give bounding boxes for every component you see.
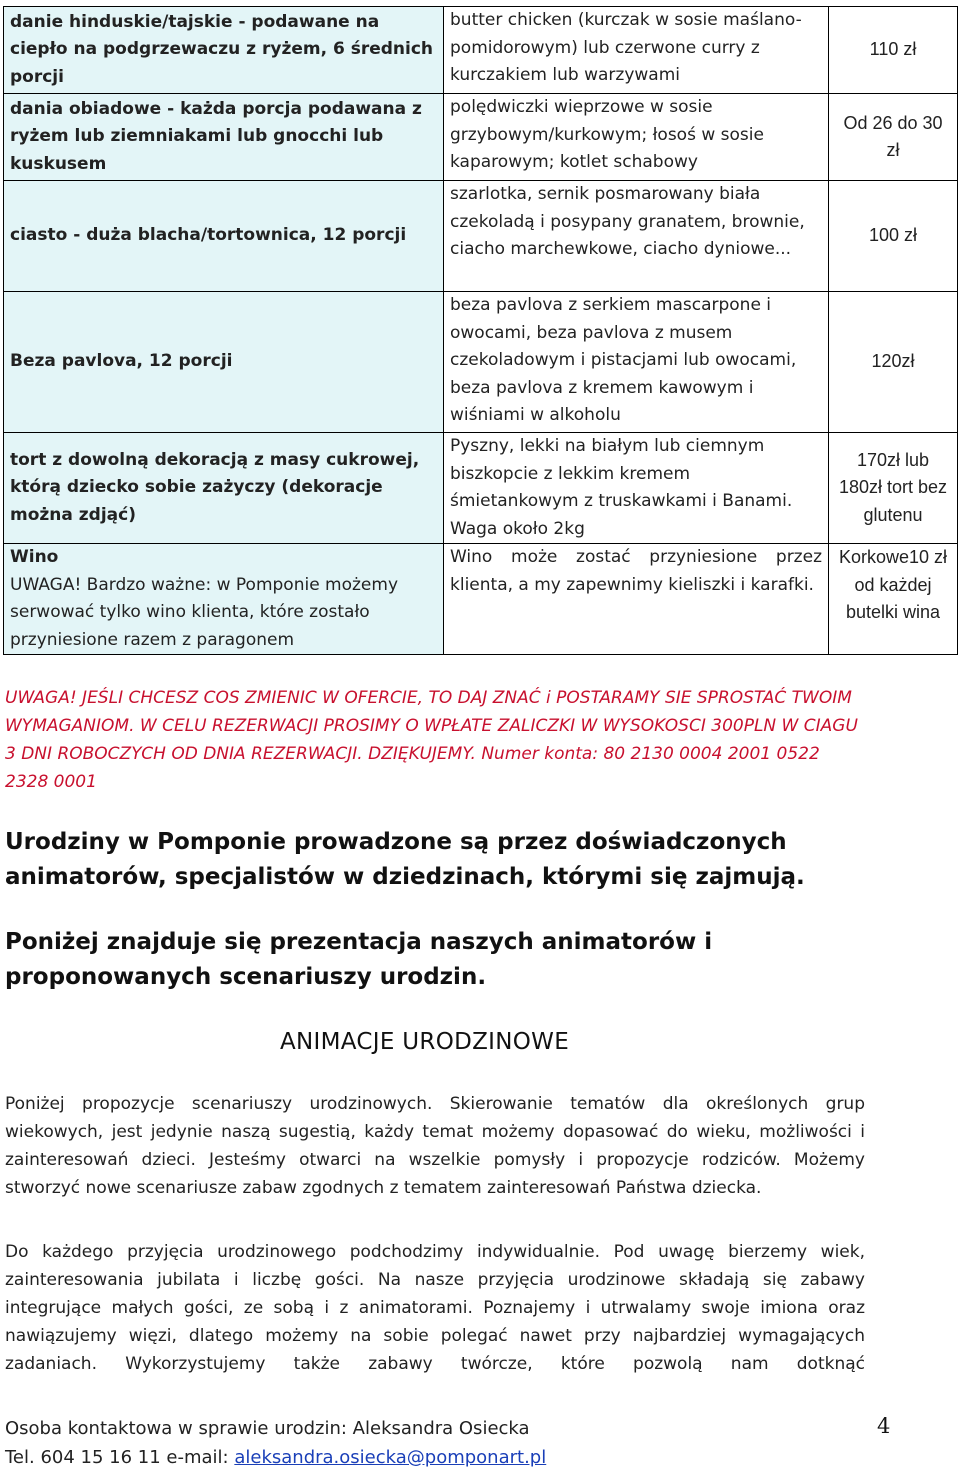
menu-item-price: Od 26 do 30 zł	[829, 94, 958, 181]
wine-label: Wino	[10, 547, 59, 567]
menu-item-price: 120zł	[829, 292, 958, 433]
lead-animators: Urodziny w Pomponie prowadzone są przez doświadczonych animatorów, specjalistów w dziedzinach, którymi się zajmują.	[5, 829, 805, 890]
menu-item-description: beza pavlova z serkiem mascarpone i owocami, beza pavlova z musem czekoladowym i pistacjami lub owocami, beza pavlova z kremem kawowym i wiśniami w alkoholu	[444, 292, 829, 433]
menu-item-price: 170zł lub 180zł tort bez glutenu	[829, 433, 958, 544]
menu-item-name: dania obiadowe - każda porcja podawana z ryżem lub ziemniakami lub gnocchi lub kuskusem	[4, 94, 444, 181]
lead-presentation: Poniżej znajduje się prezentacja naszych animatorów i proponowanych scenariuszy urodzin.	[5, 929, 713, 990]
wine-price: Korkowe10 zł od każdej butelki wina	[829, 544, 958, 655]
catering-price-table	[3, 6, 958, 655]
footer-contact: Osoba kontaktowa w sprawie urodzin: Aleksandra Osiecka	[5, 1418, 530, 1439]
footer-phone-email	[5, 1444, 546, 1472]
wine-note: Bardzo ważne: w Pomponie możemy serwować tylko wino klienta, które zostało przyniesione razem z paragonem	[10, 574, 399, 650]
wine-name-cell	[4, 544, 444, 655]
menu-item-description: polędwiczki wieprzowe w sosie grzybowym/kurkowym; łosoś w sosie kaparowym; kotlet schabowy	[444, 94, 829, 181]
table-row	[4, 292, 958, 433]
table-row	[4, 433, 958, 544]
menu-item-description: Pyszny, lekki na białym lub ciemnym biszkopcie z lekkim kremem śmietankowym z truskawkami i Banami. Waga około 2kg	[444, 433, 829, 544]
section-title: ANIMACJE URODZINOWE	[280, 1029, 570, 1055]
footer-phone: Tel. 604 15 16 11 e-mail:	[5, 1447, 235, 1468]
page-number: 4	[877, 1414, 891, 1438]
table-row	[4, 181, 958, 292]
paragraph-approach: Do każdego przyjęcia urodzinowego podchodzimy indywidualnie. Pod uwagę bierzemy wiek, zainteresowania jubilata i liczbę gości. Na nasze przyjęcia urodzinowe składają się zabawy integrujące małych gości, ze sobą i z animatorami. Poznajemy i utrwalamy swoje imiona oraz nawiązujemy więzi, dlatego możemy na sobie polegać nawet przy najbardziej wymagających zadaniach. Wykorzystujemy także zabawy twórcze, które pozwolą nam dotknąć	[5, 1242, 865, 1374]
wine-note-prefix: UWAGA!	[10, 574, 82, 595]
table-row	[4, 7, 958, 94]
menu-item-name: danie hinduskie/tajskie - podawane na ciepło na podgrzewaczu z ryżem, 6 średnich porcji	[4, 7, 444, 94]
paragraph-scenarios: Poniżej propozycje scenariuszy urodzinowych. Skierowanie tematów dla określonych grup wiekowych, jest jedynie naszą sugestią, każdy temat możemy dopasować do wieku, możliwości i zainteresowań dzieci. Jesteśmy otwarci na wszelkie pomysły i propozycje rodziców. Możemy stworzyć nowe scenariusze zabaw zgodnych z tematem zainteresowań Państwa dziecka.	[5, 1094, 865, 1198]
menu-item-name: ciasto - duża blacha/tortownica, 12 porcji	[4, 181, 444, 292]
menu-item-price: 110 zł	[829, 7, 958, 94]
table-row-wine	[4, 544, 958, 655]
wine-description: Wino może zostać przyniesione przez klienta, a my zapewnimy kieliszki i karafki.	[444, 544, 829, 655]
menu-item-name: Beza pavlova, 12 porcji	[4, 292, 444, 433]
email-link[interactable]: aleksandra.osiecka@pomponart.pl	[234, 1447, 547, 1468]
booking-warning: UWAGA! JEŚLI CHCESZ COS ZMIENIC W OFERCIE, TO DAJ ZNAĆ i POSTARAMY SIE SPROSTAĆ TWOIM WYMAGANIOM. W CELU REZERWACJI PROSIMY O WPŁATE ZALICZKI W WYSOKOSCI 300PLN W CIAGU 3 DNI ROBOCZYCH OD DNIA REZERWACJI. DZIĘKUJEMY. Numer konta: 80 2130 0004 2001 0522 2328 0001	[5, 688, 858, 792]
menu-item-name: tort z dowolną dekoracją z masy cukrowej, którą dziecko sobie zażyczy (dekoracje można zdjąć)	[4, 433, 444, 544]
table-row	[4, 94, 958, 181]
menu-item-price: 100 zł	[829, 181, 958, 292]
menu-item-description: szarlotka, sernik posmarowany biała czekoladą i posypany granatem, brownie, ciacho marchewkowe, ciacho dyniowe...	[444, 181, 829, 292]
menu-item-description: butter chicken (kurczak w sosie maślano-pomidorowym) lub czerwone curry z kurczakiem lub warzywami	[444, 7, 829, 94]
